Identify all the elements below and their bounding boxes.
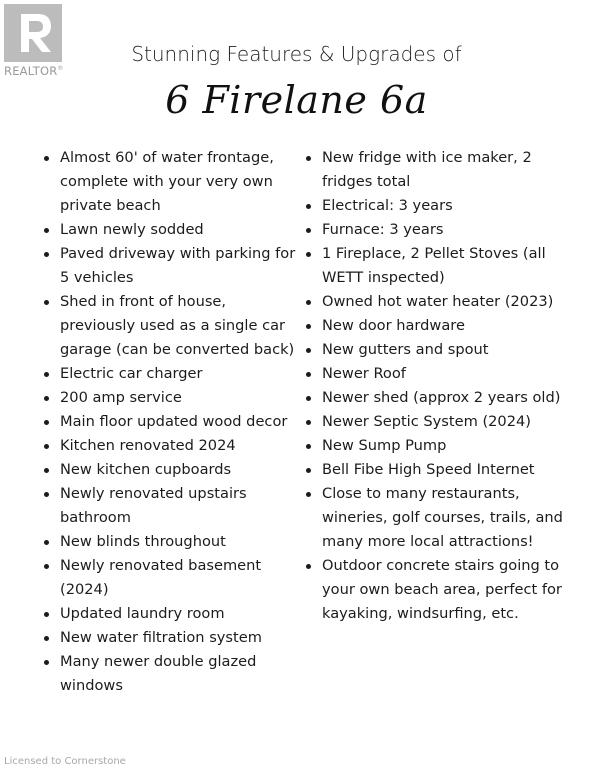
feature-item: Electrical: 3 years	[304, 194, 574, 218]
feature-item: New kitchen cupboards	[42, 458, 297, 482]
feature-item: Close to many restaurants, wineries, golf courses, trails, and many more local attractions!	[304, 482, 574, 554]
feature-item: Almost 60' of water frontage, complete with your very own private beach	[42, 146, 297, 218]
feature-item: Paved driveway with parking for 5 vehicles	[42, 242, 297, 290]
feature-item: Bell Fibe High Speed Internet	[304, 458, 574, 482]
feature-item: New Sump Pump	[304, 434, 574, 458]
feature-item: Newly renovated basement (2024)	[42, 554, 297, 602]
feature-item: Newer shed (approx 2 years old)	[304, 386, 574, 410]
page-title: Stunning Features & Upgrades of	[131, 42, 462, 66]
feature-item: Newer Roof	[304, 362, 574, 386]
license-footer: Licensed to Cornerstone	[4, 756, 126, 767]
feature-item: Many newer double glazed windows	[42, 650, 297, 698]
feature-item: New fridge with ice maker, 2 fridges total	[304, 146, 574, 194]
feature-item: New blinds throughout	[42, 530, 297, 554]
property-address-title: 6 Firelane 6a	[165, 78, 428, 122]
realtor-wordmark: REALTOR®	[4, 64, 64, 78]
feature-item: Furnace: 3 years	[304, 218, 574, 242]
feature-item: New water filtration system	[42, 626, 297, 650]
feature-item: Electric car charger	[42, 362, 297, 386]
feature-item: Newer Septic System (2024)	[304, 410, 574, 434]
feature-item: Main floor updated wood decor	[42, 410, 297, 434]
feature-item: Updated laundry room	[42, 602, 297, 626]
feature-item: Owned hot water heater (2023)	[304, 290, 574, 314]
feature-item: 1 Fireplace, 2 Pellet Stoves (all WETT inspected)	[304, 242, 574, 290]
realtor-logo	[4, 4, 66, 78]
features-list-left	[42, 146, 297, 698]
feature-item: Shed in front of house, previously used as a single car garage (can be converted back)	[42, 290, 297, 362]
feature-item: New gutters and spout	[304, 338, 574, 362]
feature-item: Newly renovated upstairs bathroom	[42, 482, 297, 530]
feature-item: Kitchen renovated 2024	[42, 434, 297, 458]
features-list-right	[304, 146, 574, 626]
feature-item: 200 amp service	[42, 386, 297, 410]
feature-item: Lawn newly sodded	[42, 218, 297, 242]
feature-item: Outdoor concrete stairs going to your own beach area, perfect for kayaking, windsurfing, etc.	[304, 554, 574, 626]
feature-item: New door hardware	[304, 314, 574, 338]
